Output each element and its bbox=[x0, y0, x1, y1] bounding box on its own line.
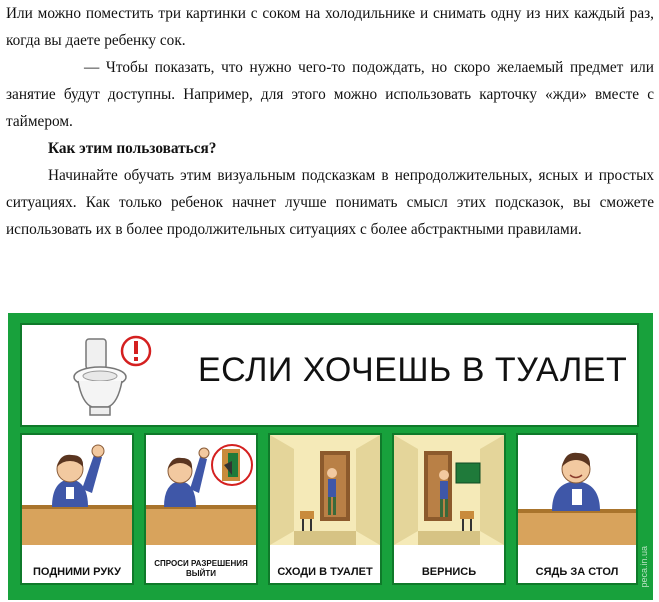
watermark: peca.in.ua bbox=[639, 546, 649, 588]
step-tile-return bbox=[392, 433, 506, 585]
step-tile-go-toilet bbox=[268, 433, 382, 585]
step-label-ask-permission: СПРОСИ РАЗРЕШЕНИЯ ВЫЙТИ bbox=[154, 559, 248, 578]
steps-row bbox=[8, 433, 653, 593]
paragraph-1: Или можно поместить три картинки с соком на холодильнике и снимать одну из них каждый раз, когда вы даете ребенку сок. bbox=[6, 5, 654, 49]
go-toilet-icon bbox=[270, 435, 380, 545]
section-heading: Как этим пользоваться? bbox=[48, 140, 217, 157]
document-text bbox=[6, 0, 654, 243]
toilet-visual-schedule-card bbox=[8, 313, 653, 600]
return-icon bbox=[394, 435, 504, 545]
raise-hand-icon bbox=[22, 435, 132, 545]
paragraph-3: Начинайте обучать этим визуальным подсказкам в непродолжительных, ясных и простых ситуациях. Как только ребенок начнет лучше понимать смысл этих подсказок, вы сможете использовать их в более продолжительных ситуациях с более абстрактными правилами. bbox=[6, 167, 654, 238]
step-label-raise-hand: ПОДНИМИ РУКУ bbox=[33, 566, 121, 578]
card-title-panel bbox=[20, 323, 639, 427]
ask-permission-icon bbox=[146, 435, 256, 545]
step-label-go-toilet: СХОДИ В ТУАЛЕТ bbox=[277, 566, 373, 578]
step-tile-ask-permission bbox=[144, 433, 258, 585]
step-label-return: ВЕРНИСЬ bbox=[421, 566, 477, 578]
step-label-sit-at-desk: СЯДЬ ЗА СТОЛ bbox=[535, 566, 619, 578]
step-tile-sit-at-desk bbox=[516, 433, 638, 585]
paragraph-2: — Чтобы показать, что нужно чего-то подождать, но скоро желаемый предмет или занятие будут доступны. Например, для этого можно использовать карточку «жди» вместе с таймером. bbox=[6, 59, 654, 130]
step-tile-raise-hand bbox=[20, 433, 134, 585]
toilet-warning-icon bbox=[64, 333, 154, 419]
sit-at-desk-icon bbox=[518, 435, 636, 545]
card-title: ЕСЛИ ХОЧЕШЬ В ТУАЛЕТ bbox=[198, 351, 628, 389]
